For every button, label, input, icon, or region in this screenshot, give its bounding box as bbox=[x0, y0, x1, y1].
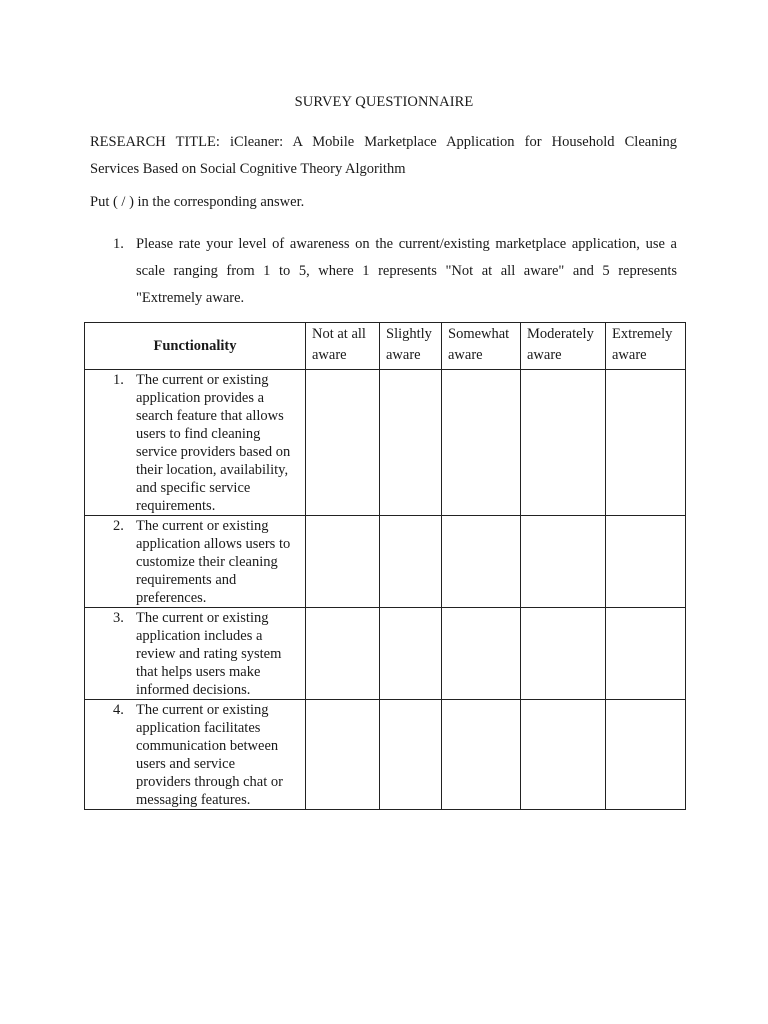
header-label-line: aware bbox=[612, 347, 647, 363]
item-text-line: communication between bbox=[136, 738, 279, 754]
research-title-line-2: Services Based on Social Cognitive Theory Algorithm bbox=[90, 161, 406, 177]
answer-cell-somewhat-aware[interactable] bbox=[442, 516, 521, 608]
item-text-line: informed decisions. bbox=[136, 682, 251, 698]
answer-cell-slightly-aware[interactable] bbox=[380, 516, 442, 608]
header-label-line: Somewhat bbox=[448, 326, 510, 342]
header-label-line: Moderately bbox=[527, 326, 594, 342]
answer-cell-slightly-aware[interactable] bbox=[380, 700, 442, 810]
header-functionality: Functionality bbox=[85, 323, 306, 370]
functionality-item-2 bbox=[85, 516, 306, 608]
header-label-line: Slightly bbox=[386, 326, 432, 342]
functionality-item-1 bbox=[85, 370, 306, 516]
question-1-line-1: Please rate your level of awareness on the current/existing marketplace application, use a bbox=[136, 236, 677, 252]
answer-cell-somewhat-aware[interactable] bbox=[442, 370, 521, 516]
header-extremely-aware bbox=[606, 323, 686, 370]
header-label-line: aware bbox=[312, 347, 347, 363]
item-text-line: users to find cleaning bbox=[136, 426, 261, 442]
table-row bbox=[85, 700, 686, 810]
answer-cell-moderately-aware[interactable] bbox=[521, 608, 606, 700]
item-text-line: their location, availability, bbox=[136, 462, 289, 478]
item-text-line: and specific service bbox=[136, 480, 251, 496]
item-text-line: application facilitates bbox=[136, 720, 261, 736]
item-text-line: providers through chat or bbox=[136, 774, 283, 790]
item-text-line: The current or existing bbox=[136, 702, 269, 718]
awareness-rating-table bbox=[84, 322, 686, 810]
answer-cell-slightly-aware[interactable] bbox=[380, 608, 442, 700]
item-text-line: requirements and bbox=[136, 572, 237, 588]
research-title bbox=[90, 129, 677, 183]
answer-cell-not-at-all-aware[interactable] bbox=[306, 516, 380, 608]
item-text bbox=[136, 701, 301, 809]
item-text-line: preferences. bbox=[136, 590, 207, 606]
item-text-line: The current or existing bbox=[136, 610, 269, 626]
header-label-line: Not at all bbox=[312, 326, 366, 342]
research-title-line-1: RESEARCH TITLE: iCleaner: A Mobile Marketplace Application for Household Cleaning bbox=[90, 134, 677, 150]
item-number: 3. bbox=[113, 610, 124, 626]
answer-cell-extremely-aware[interactable] bbox=[606, 700, 686, 810]
header-not-at-all-aware bbox=[306, 323, 380, 370]
item-text-line: users and service bbox=[136, 756, 236, 772]
question-1-line-3: "Extremely aware. bbox=[136, 290, 245, 306]
item-text-line: customize their cleaning bbox=[136, 554, 278, 570]
item-text-line: review and rating system bbox=[136, 646, 282, 662]
answer-cell-moderately-aware[interactable] bbox=[521, 370, 606, 516]
answer-cell-extremely-aware[interactable] bbox=[606, 516, 686, 608]
header-slightly-aware bbox=[380, 323, 442, 370]
item-text-line: The current or existing bbox=[136, 372, 269, 388]
table-header-row bbox=[85, 323, 686, 370]
functionality-item-4 bbox=[85, 700, 306, 810]
answer-cell-somewhat-aware[interactable] bbox=[442, 700, 521, 810]
item-number: 1. bbox=[113, 372, 124, 388]
item-text-line: service providers based on bbox=[136, 444, 291, 460]
question-1 bbox=[113, 231, 677, 312]
answer-cell-not-at-all-aware[interactable] bbox=[306, 370, 380, 516]
answer-cell-moderately-aware[interactable] bbox=[521, 700, 606, 810]
item-text-line: search feature that allows bbox=[136, 408, 284, 424]
item-text-line: application includes a bbox=[136, 628, 263, 644]
answer-cell-not-at-all-aware[interactable] bbox=[306, 700, 380, 810]
answer-cell-slightly-aware[interactable] bbox=[380, 370, 442, 516]
question-1-number: 1. bbox=[113, 236, 124, 252]
instruction-text: Put ( / ) in the corresponding answer. bbox=[90, 194, 305, 210]
item-text bbox=[136, 609, 301, 699]
item-text-line: that helps users make bbox=[136, 664, 261, 680]
answer-cell-extremely-aware[interactable] bbox=[606, 370, 686, 516]
answer-cell-not-at-all-aware[interactable] bbox=[306, 608, 380, 700]
header-moderately-aware bbox=[521, 323, 606, 370]
header-label-line: Extremely bbox=[612, 326, 673, 342]
page-title: SURVEY QUESTIONNAIRE bbox=[294, 94, 474, 110]
answer-cell-extremely-aware[interactable] bbox=[606, 608, 686, 700]
answer-cell-moderately-aware[interactable] bbox=[521, 516, 606, 608]
header-label-line: aware bbox=[386, 347, 421, 363]
table-row bbox=[85, 370, 686, 516]
functionality-item-3 bbox=[85, 608, 306, 700]
item-text bbox=[136, 517, 301, 607]
table-row bbox=[85, 516, 686, 608]
item-text-line: messaging features. bbox=[136, 792, 251, 808]
question-1-line-2: scale ranging from 1 to 5, where 1 represents "Not at all aware" and 5 represents bbox=[136, 263, 677, 279]
item-number: 2. bbox=[113, 518, 124, 534]
header-label-line: aware bbox=[527, 347, 562, 363]
item-text-line: requirements. bbox=[136, 498, 216, 514]
answer-cell-somewhat-aware[interactable] bbox=[442, 608, 521, 700]
question-1-text bbox=[136, 231, 677, 312]
item-number: 4. bbox=[113, 702, 124, 718]
item-text-line: application allows users to bbox=[136, 536, 291, 552]
header-somewhat-aware bbox=[442, 323, 521, 370]
item-text bbox=[136, 371, 301, 515]
header-label-line: aware bbox=[448, 347, 483, 363]
item-text-line: The current or existing bbox=[136, 518, 269, 534]
item-text-line: application provides a bbox=[136, 390, 265, 406]
table-row bbox=[85, 608, 686, 700]
